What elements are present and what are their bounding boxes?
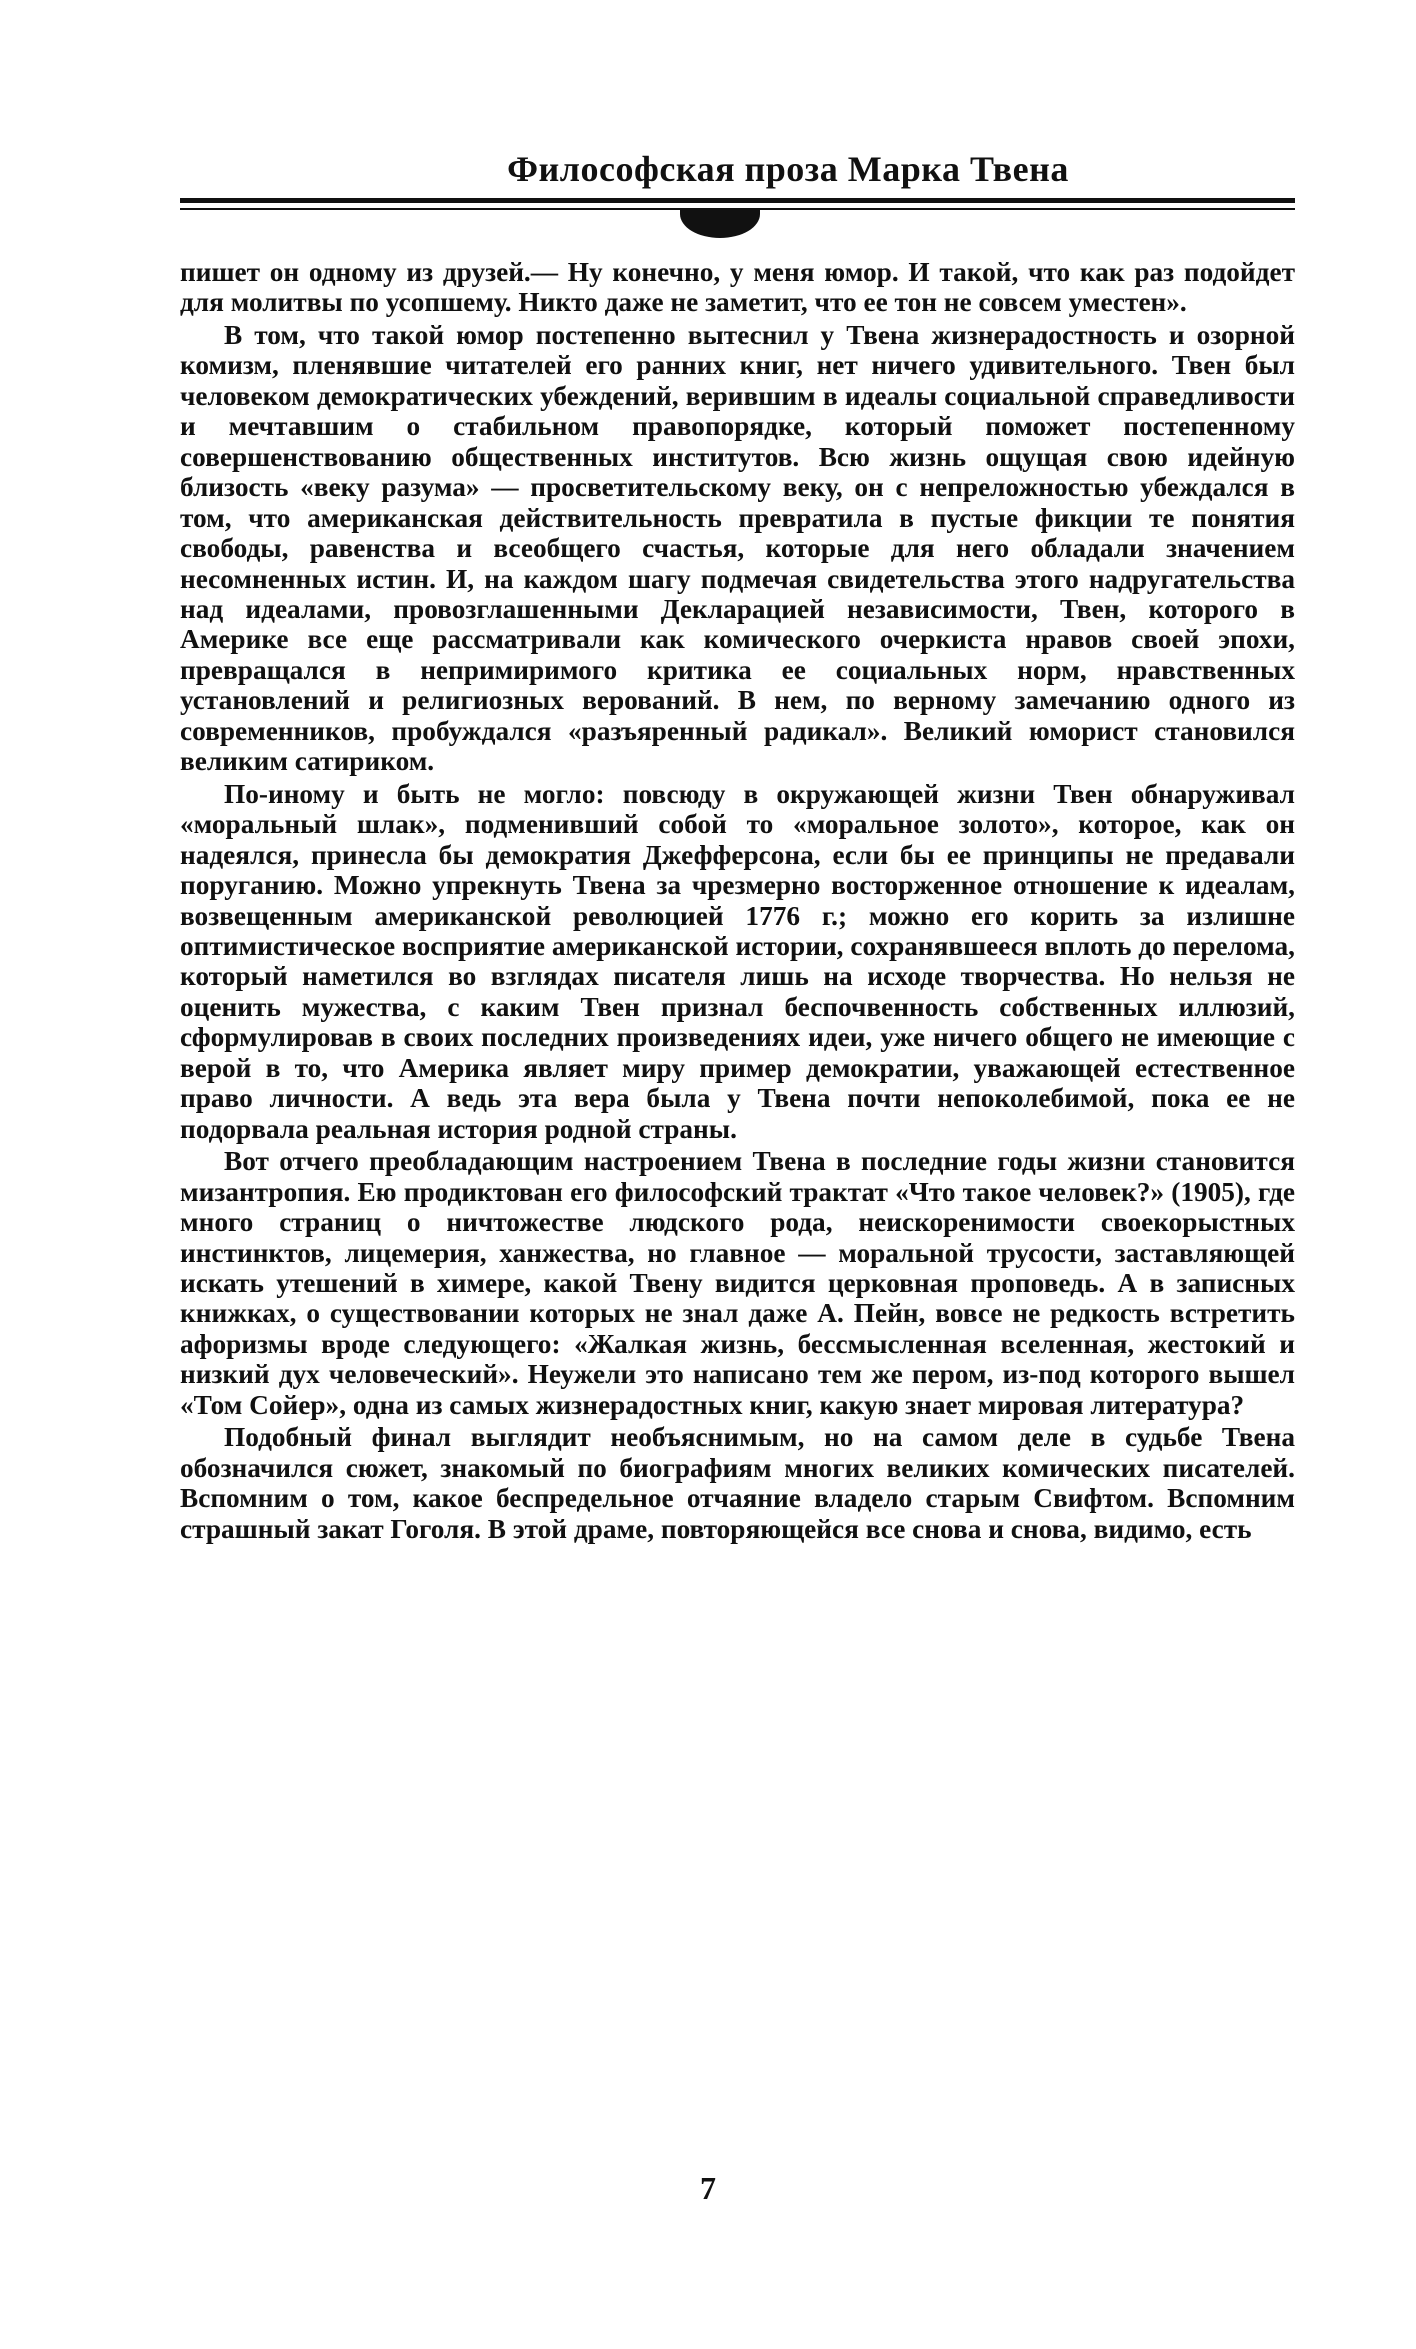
paragraph-5: Подобный финал выглядит необъяснимым, но на самом деле в судьбе Твена обозначился сюжет, знакомый по биографиям многих великих комических писателей. Вспомним о том, какое беспредельное отчаяние владело старым Свифтом. Вспомним страшный закат Гоголя. В этой драме, повторяющейся все снова и снова, видимо, есть: [180, 1422, 1295, 1544]
page-number: 7: [700, 2170, 716, 2206]
paragraph-2: В том, что такой юмор постепенно вытеснил у Твена жизнерадостность и озорной комизм, пленявшие читателей его ранних книг, нет ничего удивительного. Твен был человеком демократических убеждений, верившим в идеалы социальной справедливости и мечтавшим о стабильном правопорядке, который поможет постепенному совершенствованию общественных институтов. Всю жизнь ощущая свою идейную близость «веку разума» — просветительскому веку, он с непреложностью убеждался в том, что американская действительность превратила в пустые фикции те понятия свободы, равенства и всеобщего счастья, которые для него обладали значением несомненных истин. И, на каждом шагу подмечая свидетельства этого надругательства над идеалами, провозглашенными Декларацией независимости, Твен, которого в Америке все еще рассматривали как комического очеркиста нравов своей эпохи, превращался в непримиримого критика ее социальных норм, нравственных установлений и религиозных верований. В нем, по верному замечанию одного из современников, пробуждался «разъяренный радикал». Великий юморист становился великим сатириком.: [180, 319, 1295, 777]
paragraph-4: Вот отчего преобладающим настроением Твена в последние годы жизни становится мизантропия. Ею продиктован его философский трактат «Что такое человек?» (1905), где много страниц о ничтожестве людского рода, неискоренимости своекорыстных инстинктов, лицемерия, ханжества, но главное — моральной трусости, заставляющей искать утешений в химере, какой Твену видится церковная проповедь. А в записных книжках, о существовании которых не знал даже А. Пейн, вовсе не редкость встретить афоризмы вроде следующего: «Жалкая жизнь, бессмысленная вселенная, жестокий и низкий дух человеческий». Неужели это написано тем же пером, из-под которого вышел «Том Сойер», одна из самых жизнерадостных книг, какую знает мировая литература?: [180, 1146, 1295, 1420]
body-text: [180, 257, 1295, 1544]
paragraph-3: По-иному и быть не могло: повсюду в окружающей жизни Твен обнаруживал «моральный шлак», подменивший собой то «моральное золото», которое, как он надеялся, принесла бы демократия Джефферсона, если бы ее принципы не предавали поруганию. Можно упрекнуть Твена за чрезмерно восторженное отношение к идеалам, возвещенным американской революцией 1776 г.; можно его корить за излишне оптимистическое восприятие американской истории, сохранявшееся вплоть до перелома, который наметился во взглядах писателя лишь на исходе творчества. Но нельзя не оценить мужества, с каким Твен признал беспочвенность собственных иллюзий, сформулировав в своих последних произведениях идеи, уже ничего общего не имеющие с верой в то, что Америка являет миру пример демократии, уважающей естественное право личности. А ведь эта вера была у Твена почти непоколебимой, пока ее не подорвала реальная история родной страны.: [180, 778, 1295, 1144]
header-ornament: [680, 208, 760, 238]
running-title: Философская проза Марка Твена: [507, 149, 1069, 189]
paragraph-1: пишет он одному из друзей.— Ну конечно, у меня юмор. И такой, что как раз подойдет для молитвы по усопшему. Никто даже не заметит, что ее тон не совсем уместен».: [180, 257, 1295, 318]
